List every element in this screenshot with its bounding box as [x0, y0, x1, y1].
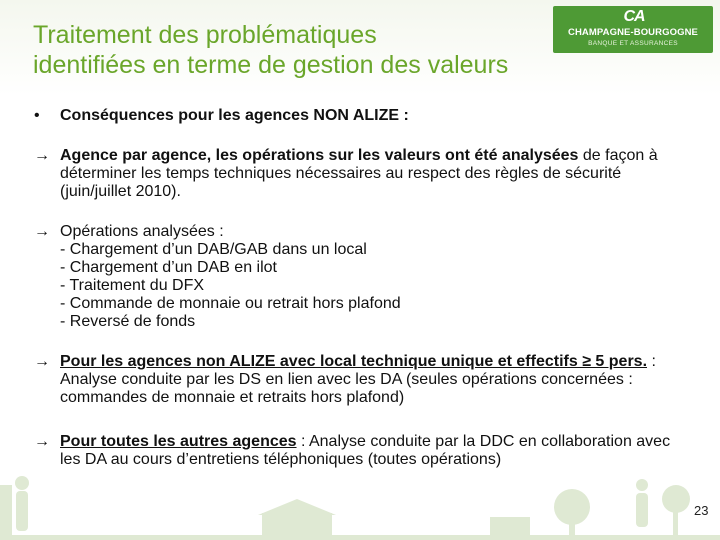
- bullet-text: Conséquences pour les agences NON ALIZE :: [60, 107, 409, 124]
- item2-heading: Opérations analysées :: [60, 223, 224, 240]
- arrow-right-icon: →: [34, 147, 50, 164]
- logo-name: CHAMPAGNE-BOURGOGNE: [568, 27, 698, 38]
- title-line-1: Traitement des problématiques: [33, 21, 377, 49]
- bank-logo: [553, 6, 713, 53]
- arrow-right-icon: →: [34, 433, 50, 450]
- decor-tree-icon: [662, 485, 690, 513]
- operation-item: - Commande de monnaie ou retrait hors plafond: [60, 295, 401, 312]
- slide-content: [34, 103, 694, 469]
- arrow-item-1: [34, 147, 694, 201]
- title-line-2: identifiées en terme de gestion des valeurs: [33, 51, 509, 79]
- arrow-right-icon: →: [34, 353, 50, 370]
- operation-item: - Chargement d’un DAB en ilot: [60, 259, 277, 276]
- item4-text: : Analyse conduite par la DDC en collaboration avec les DA au cours d’entretiens téléphoniques (toutes opérations): [60, 433, 671, 468]
- item1-text: de façon à déterminer les temps techniques nécessaires au respect des règles de sécurité (juin/juillet 2010).: [60, 147, 658, 200]
- item3-bold-text: Pour les agences non ALIZE avec local technique unique et effectifs ≥ 5 pers.: [60, 353, 648, 370]
- item4-bold-text: Pour toutes les autres agences: [60, 433, 297, 450]
- operation-item: - Reversé de fonds: [60, 313, 196, 330]
- logo-mark-icon: CA: [623, 8, 645, 25]
- item1-bold-text: Agence par agence, les opérations sur les valeurs ont été analysées: [60, 147, 579, 164]
- arrow-right-icon: →: [34, 223, 50, 240]
- operation-item: - Chargement d’un DAB/GAB dans un local: [60, 241, 367, 258]
- bullet-icon: •: [34, 107, 40, 124]
- decor-building-icon: [0, 485, 12, 540]
- decor-person-icon: [15, 476, 29, 490]
- decor-person-icon: [636, 479, 648, 491]
- bullet-item: [34, 107, 694, 125]
- page-title: [33, 20, 573, 80]
- arrow-item-2: [34, 223, 694, 331]
- item3-text: : Analyse conduite par les DS en lien avec les DA (seules opérations concernées : commandes de monnaie et retraits hors plafond): [60, 353, 656, 406]
- logo-subtitle: BANQUE ET ASSURANCES: [588, 40, 678, 47]
- page-number: 23: [694, 503, 709, 518]
- arrow-item-3: [34, 353, 694, 407]
- operation-item: - Traitement du DFX: [60, 277, 205, 294]
- footer-illustration: [0, 455, 720, 540]
